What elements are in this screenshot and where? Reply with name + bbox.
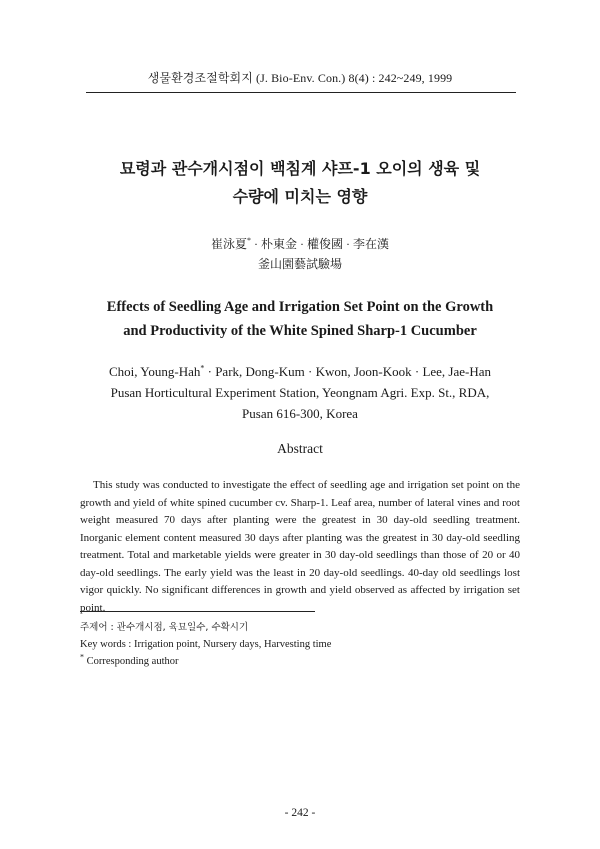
korean-first-author: 崔泳夏 [210,237,247,251]
korean-author-list [0,234,600,254]
abstract-text: This study was conducted to investigate the effect of seedling age and irrigation set point on the growth and yield of white spined cucumber cv. Sharp-1. Leaf area, number of lateral vines and root weight measured 70 days after planting were the greatest in 30 day-old seedling treatment. Inorganic element content measured 30 days after planting was the greatest in 30 day-old seedling treatment. Total and marketable yields were greater in 30 day-old seedlings than those of 20 or 40 day-old seedlings. The early yield was the least in 20 day-old seedlings. 40-day old seedlings lost vigor quickly. No significant differences in growth and yield observed as affected by irrigation set point. [80,479,520,614]
english-other-authors: · Park, Dong-Kum · Kwon, Joon-Kook · Lee, Jae-Han [204,364,492,379]
korean-authors [0,234,600,274]
abstract-body [80,477,520,617]
english-title-line-1: Effects of Seedling Age and Irrigation Set Point on the Growth [106,299,494,315]
english-first-author: Choi, Young-Hah [108,364,201,379]
english-authors [0,361,600,424]
corresponding-asterisk: * [200,363,205,373]
footnote-rule [80,611,315,612]
corresponding-author-text: Corresponding author [84,656,179,667]
english-affiliation: Pusan Horticultural Experiment Station, Yeongnam Agri. Exp. St., RDA, [110,385,490,400]
korean-affiliation: 釜山園藝試驗場 [257,257,342,271]
korean-title [0,155,600,211]
english-title-line-2: and Productivity of the White Spined Sharp-1 Cucumber [123,323,477,339]
header-rule [86,92,516,93]
korean-title-line-2: 수량에 미치는 영향 [232,187,368,206]
korean-other-authors: · 朴東金 · 權俊國 · 李在漢 [251,237,389,251]
corresponding-asterisk: * [80,652,84,662]
running-head: 생물환경조절학회지 (J. Bio-Env. Con.) 8(4) : 242~249, 1999 [147,71,453,85]
korean-keywords: 주제어 : 관수개시점, 육묘일수, 수확시기 [80,622,249,633]
corresponding-asterisk: * [247,236,251,245]
abstract-heading: Abstract [277,441,323,456]
korean-title-line-1: 묘령과 관수개시점이 백침계 샤프-1 오이의 생육 및 [119,159,481,178]
english-author-list [0,361,600,382]
corresponding-author-note [80,653,520,670]
english-address: Pusan 616-300, Korea [242,406,358,421]
key-words: Key words : Irrigation point, Nursery days, Harvesting time [80,639,332,650]
page-number: - 242 - [284,807,316,819]
footnotes [80,619,520,670]
english-title [0,295,600,343]
